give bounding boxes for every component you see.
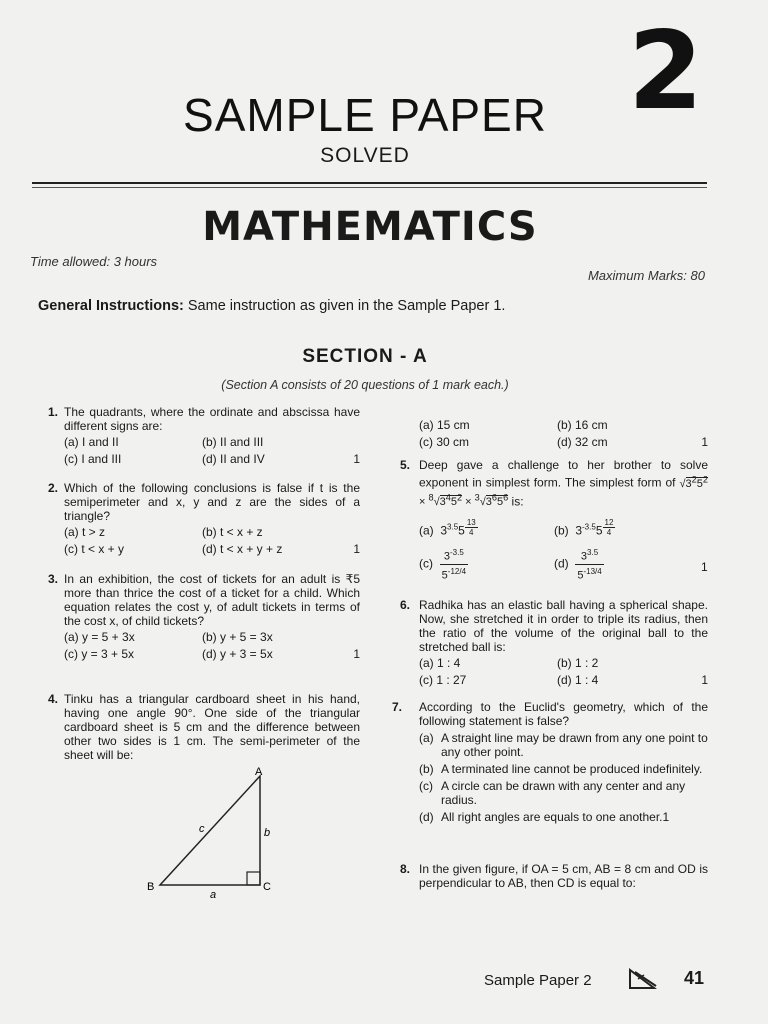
page-title: SAMPLE PAPER	[183, 89, 547, 141]
option-label: (c)	[419, 556, 433, 571]
marks: 1	[701, 673, 708, 687]
question-number: 6.	[400, 598, 411, 612]
option-a: (a) I and II	[64, 435, 119, 449]
option-b: (b) t < x + z	[202, 525, 263, 539]
option-b: A terminated line cannot be produced indefinitely.	[441, 762, 703, 776]
option-a: (a) 1 : 4	[419, 656, 461, 670]
option-d: (d) t < x + y + z	[202, 542, 283, 556]
question-4-options	[403, 416, 708, 452]
option-c: (c) y = 3 + 5x	[64, 647, 135, 661]
triangle-shape	[160, 776, 260, 885]
option-c: (c) I and III	[64, 452, 122, 466]
time-allowed: Time allowed: 3 hours	[30, 254, 158, 269]
option-a: (a) $3^{3.5}5$ $^{\frac{13}{4}}$	[419, 518, 476, 538]
option-a: (a) t > z	[64, 525, 106, 539]
option-a: (a) 15 cm	[419, 418, 470, 432]
option-label: (a)	[419, 731, 434, 745]
footer-label: Sample Paper 2	[484, 972, 592, 989]
option-d: (d) $\frac{3^{3.5}}{5^{-13/4}}$	[554, 548, 602, 582]
option-label: (a)	[419, 523, 434, 538]
header-divider	[32, 182, 707, 184]
marks: 1	[353, 452, 360, 466]
question-number: 1.	[48, 405, 59, 419]
option-c: (c) $\frac{3^{-3.5}}{5^{-12/4}}$	[419, 548, 467, 582]
section-title: SECTION - A	[302, 346, 428, 367]
vertex-c-label: C	[263, 881, 271, 893]
page-number: 41	[684, 968, 705, 988]
marks: 1	[353, 647, 360, 661]
option-label: (d)	[419, 810, 434, 824]
vertex-a-label: A	[255, 766, 263, 778]
option-a: (a) y = 5 + 3x	[64, 630, 135, 644]
radical-expression: $√3^25^2 \times ^8√3^45^2 \times ^3√3^65^6$	[419, 474, 708, 509]
question-text: According to the Euclid's geometry, which of the following statement is false?	[419, 700, 708, 728]
general-instructions	[38, 298, 505, 314]
question-number: 2.	[48, 481, 59, 495]
question-text: In an exhibition, the cost of tickets for an adult is ₹5 more than thrice the cost of a ticket for a child. Which equation relates the cost y, of adult tickets in terms of the cost x, of child tickets?	[64, 572, 360, 628]
option-c: A circle can be drawn with any center and any radius.	[441, 779, 686, 807]
question-text: In the given figure, if OA = 5 cm, AB = 8 cm and OD is perpendicular to AB, then CD is equal to:	[419, 862, 708, 890]
option-c: (c) 30 cm	[419, 435, 470, 449]
side-c-label: c	[199, 823, 205, 835]
instructions-label: General Instructions:	[38, 298, 184, 314]
question-text: Deep gave a challenge to her brother to solve exponent in simplest form. The simplest form of	[419, 458, 708, 490]
question-6	[400, 598, 708, 690]
question-number: 5.	[400, 458, 411, 472]
option-label: (d)	[554, 556, 569, 571]
option-d: (d) II and IV	[202, 452, 265, 466]
header-divider-thin	[32, 187, 707, 188]
question-4	[48, 692, 360, 762]
option-label: (b)	[554, 523, 569, 538]
section-note: (Section A consists of 20 questions of 1 mark each.)	[221, 378, 509, 392]
instructions-text: Same instruction as given in the Sample Paper 1.	[187, 298, 506, 314]
option-c: (c) t < x + y	[64, 542, 125, 556]
marks: 1	[353, 542, 360, 556]
side-b-label: b	[264, 827, 271, 839]
option-a: A straight line may be drawn from any one point to any other point.	[441, 731, 708, 759]
side-a-label: a	[210, 889, 217, 901]
option-b: (b) y + 5 = 3x	[202, 630, 273, 644]
question-8	[400, 862, 708, 890]
option-d-text: All right angles are equals to one another.	[441, 810, 663, 824]
option-b: (b) 1 : 2	[557, 656, 599, 670]
question-1	[48, 405, 360, 469]
question-2	[48, 481, 360, 559]
marks: 1	[662, 810, 670, 824]
paper-number: 2	[628, 9, 704, 134]
option-b: (b) II and III	[202, 435, 264, 449]
option-c: (c) 1 : 27	[419, 673, 467, 687]
question-text: Radhika has an elastic ball having a spherical shape. Now, she stretched it in order to triple its radius, then the ratio of the volume of the original ball to the stretched ball is:	[419, 598, 708, 654]
question-number: 8.	[400, 862, 411, 876]
question-text: The quadrants, where the ordinate and abscissa have different signs are:	[64, 405, 360, 433]
marks: 1	[701, 560, 708, 574]
question-5	[400, 458, 708, 509]
option-b: (b) $3^{-3.5}5$ $^{\frac{12}{4}}$	[554, 518, 614, 538]
page-subtitle: SOLVED	[320, 144, 410, 167]
question-text-end: is:	[511, 494, 524, 509]
option-b: (b) 16 cm	[557, 418, 608, 432]
question-text: Tinku has a triangular cardboard sheet in his hand, having one angle 90°. One side of the triangular cardboard sheet is 5 cm and the difference between other two sides is 1 cm. The semi-perimeter of the sheet will be:	[64, 692, 360, 762]
question-number: 7.	[392, 700, 403, 714]
question-7	[392, 700, 708, 824]
pencil-ruler-icon	[626, 966, 660, 992]
maximum-marks: Maximum Marks: 80	[587, 268, 705, 283]
question-number: 3.	[48, 572, 59, 586]
option-d: (d) 1 : 4	[557, 673, 599, 687]
right-triangle-figure	[140, 764, 290, 904]
question-3	[48, 572, 360, 664]
vertex-b-label: B	[147, 881, 155, 893]
right-angle-marker	[247, 872, 260, 885]
question-text: Which of the following conclusions is false if t is the semiperimeter and x, y and z are the sides of a triangle?	[64, 481, 360, 523]
option-d	[441, 810, 708, 824]
marks: 1	[701, 435, 708, 449]
question-number: 4.	[48, 692, 59, 706]
option-label: (b)	[419, 762, 434, 776]
option-d: (d) y + 3 = 5x	[202, 647, 273, 661]
subject-title: MATHEMATICS	[202, 204, 538, 250]
option-label: (c)	[419, 779, 433, 793]
option-d: (d) 32 cm	[557, 435, 608, 449]
